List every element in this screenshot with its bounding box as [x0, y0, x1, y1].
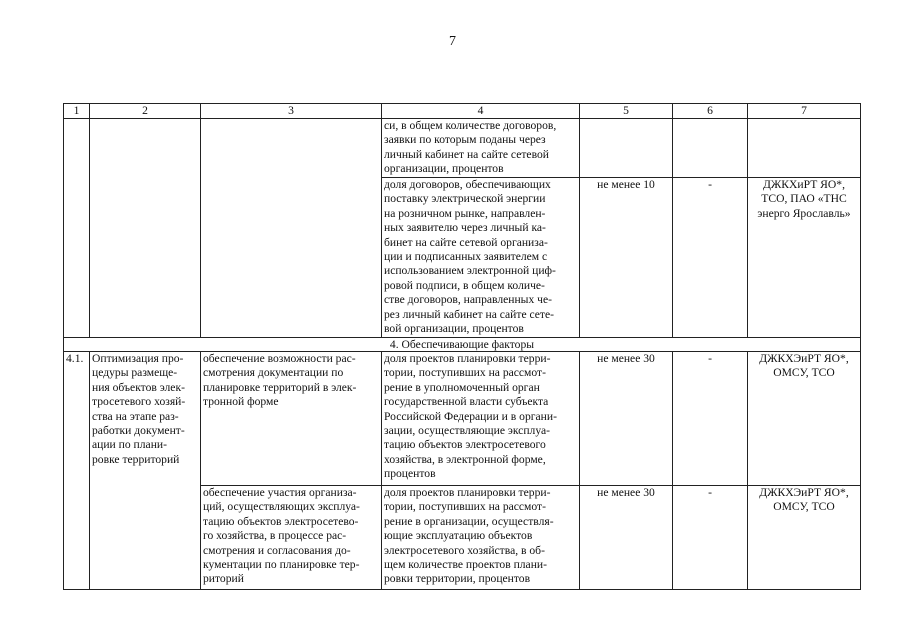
table-row — [64, 119, 861, 178]
header-col-3: 3 — [201, 104, 382, 119]
cell-indicator-cont: си, в общем количестве договоров, заявки по которым поданы через личный кабинет на сайте сетевой организации, процентов — [382, 119, 580, 178]
table-row — [64, 352, 861, 486]
table-header-row — [64, 104, 861, 119]
cell-col-2-cont — [90, 119, 201, 338]
cell-indicator-contracts: доля договоров, обеспечивающих поставку электрической энергии на розничном рынке, направлен- ных заявителю через личный ка- бинет на сайте сетевой организа- ции и подписанных заявителем с использованием электронной циф- ровой подписи, в общем количе- стве договоров, направленных че- рез личный кабинет на сайте сете- вой организации, процентов — [382, 178, 580, 338]
cell-measure-electronic: обеспечение возможности рас- смотрения документации по планировке территорий в элек- тронной форме — [201, 352, 382, 486]
cell-col-6-dash: - — [673, 178, 748, 338]
cell-col-7-cont — [748, 119, 861, 178]
cell-indicator-electronic: доля проектов планировки терри- тории, поступивших на рассмот- рение в уполномоченный орган государственной власти субъекта Российской Федерации и в органи- зации, осуществляющие эксплуа- тацию объектов электросетевого хозяйства, в электронной форме, процентов — [382, 352, 580, 486]
header-col-2: 2 — [90, 104, 201, 119]
cell-col-6-dash: - — [673, 352, 748, 486]
section-row — [64, 338, 861, 352]
cell-responsible: ДЖКХиРТ ЯО*, ТСО, ПАО «ТНС энерго Ярославль» — [748, 178, 861, 338]
cell-measure-participation: обеспечение участия организа- ций, осуществляющих эксплуа- тацию объектов электросетево- го хозяйства, в процессе рас- смотрения и согласования до- кументации по планировке тер- риторий — [201, 486, 382, 590]
cell-col-6-dash: - — [673, 486, 748, 590]
cell-target-value: не менее 30 — [580, 352, 673, 486]
section-title: 4. Обеспечивающие факторы — [64, 338, 861, 352]
cell-col-6-cont — [673, 119, 748, 178]
cell-target-value: не менее 30 — [580, 486, 673, 590]
cell-col-5-cont — [580, 119, 673, 178]
cell-col-1-cont — [64, 119, 90, 338]
header-col-4: 4 — [382, 104, 580, 119]
cell-responsible: ДЖКХЭиРТ ЯО*, ОМСУ, ТСО — [748, 486, 861, 590]
measures-table — [63, 103, 861, 590]
cell-target-value: не менее 10 — [580, 178, 673, 338]
cell-item-number: 4.1. — [64, 352, 90, 590]
cell-responsible: ДЖКХЭиРТ ЯО*, ОМСУ, ТСО — [748, 352, 861, 486]
header-col-5: 5 — [580, 104, 673, 119]
page-number: 7 — [449, 34, 456, 49]
header-col-7: 7 — [748, 104, 861, 119]
cell-task: Оптимизация про- цедуры размеще- ния объектов элек- тросетевого хозяй- ства на этапе раз- работки документ- ации по плани- ровке территорий — [90, 352, 201, 590]
header-col-1: 1 — [64, 104, 90, 119]
cell-col-3-cont — [201, 119, 382, 338]
header-col-6: 6 — [673, 104, 748, 119]
cell-indicator-participation: доля проектов планировки терри- тории, поступивших на рассмот- рение в организации, осуществля- ющие эксплуатацию объектов электросетевого хозяйства, в об- щем количестве проектов плани- ровки территории, процентов — [382, 486, 580, 590]
